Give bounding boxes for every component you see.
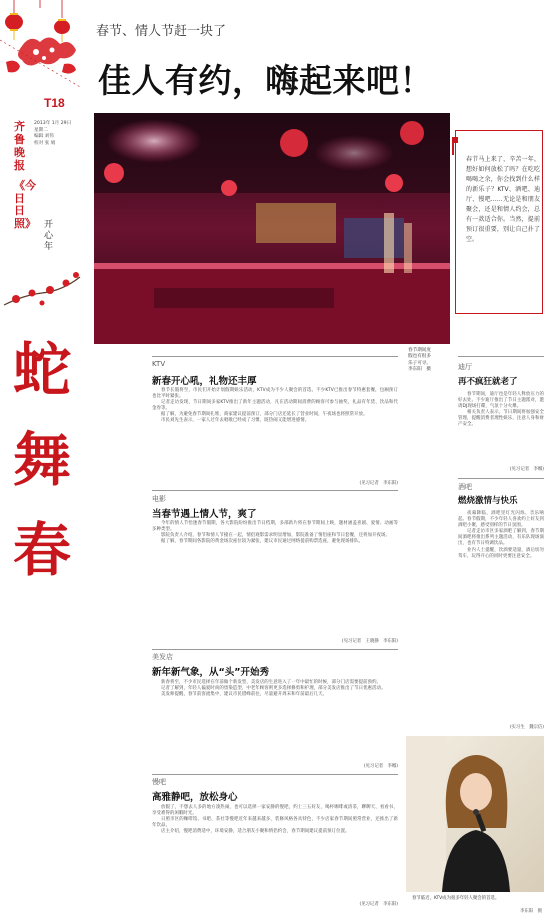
page-meta xyxy=(34,121,71,147)
divider xyxy=(458,356,544,357)
divider xyxy=(152,774,398,775)
slowbar-heading: 高雅静吧，放松身心 xyxy=(152,792,238,803)
paragraph: 记者了解到，年轻人偏爱时尚的烫染造型，中老年顾客则更多选择修剪和护理，部分美发店推出了节日优惠活动。 xyxy=(161,686,386,692)
slowbar-body xyxy=(152,805,398,835)
calligraphy-char: 舞 xyxy=(12,426,71,494)
salon-heading: 新年新气象，从“头”开始秀 xyxy=(152,667,269,678)
photo-caption xyxy=(408,348,431,374)
newspaper-name: 齐鲁晚报 xyxy=(14,120,25,172)
singing-woman-photo xyxy=(406,736,544,892)
divider xyxy=(152,649,398,650)
paragraph: 据了解，春节期间各影院的黄金场次座位较为紧张，建议市民通过网络提前购票选座，避免现场排队。 xyxy=(161,539,364,545)
paragraph: 记者走访发现，节日期间多家KTV推出了新年主题活动，凡在活动期间消费的顾客可参与抽奖，礼品有年货、饮品和代金券等。 xyxy=(152,400,398,412)
plum-blossom-icon xyxy=(2,265,82,315)
editor-credit: 编辑 刘伟 xyxy=(34,134,54,140)
paragraph: 业内人士提醒，饮酒要适量，酒后切勿驾车，玩得开心的同时更要注意安全。 xyxy=(458,547,544,559)
slowbar-section-tag: 慢吧 xyxy=(152,778,166,786)
bar-section-tag: 酒吧 xyxy=(458,483,472,491)
disco-heading: 再不疯狂就老了 xyxy=(458,377,518,387)
bar-heading: 燃烧激情与快乐 xyxy=(458,496,518,506)
lantern-decoration-icon xyxy=(0,0,82,95)
photo-caption-line: 乐子可寻。 xyxy=(408,360,431,366)
paragraph: 据了解，为避免春节期间扎堆，商家建议提前预订，部分门店还延长了营业时间，午夜场也将照常开放。 xyxy=(161,412,368,418)
bar-body xyxy=(458,511,544,560)
movie-byline: (见习记者 王晓静 李东阳) xyxy=(341,639,398,644)
issue-weekday: 星期二 xyxy=(34,127,48,133)
column-name: 《今日日照》 xyxy=(14,179,36,230)
paragraph: 春节期间，迪厅也是年轻人释放压力的好去处。不少迪厅推出了节日主题派对，邀请DJ现场打碟，气氛十分火爆。 xyxy=(458,392,544,410)
bottom-photo-caption: 春节临近，KTV成为很多年轻人聚会的首选。 xyxy=(412,896,500,901)
calligraphy-char: 蛇 xyxy=(12,336,71,404)
ktv-heading: 新春开心吼，礼物还丰厚 xyxy=(152,376,257,387)
paragraph: 放假了，不想去人多的地方凑热闹，也可以选择一家安静的慢吧，约上三五好友，喝杯咖啡或清茶，聊聊天、看看书，享受难得的闲暇时光。 xyxy=(152,805,398,817)
salon-byline: (见习记者 李娜) xyxy=(363,764,398,769)
paragraph: 影院负责人介绍，春节和情人节撞在一起，情侣观影需求明显增加，影院准备了情侣座和节日套餐，还将加开夜场。 xyxy=(161,533,391,539)
issue-date: 2013年 1月 29日 xyxy=(34,121,72,126)
disco-section-tag: 迪厅 xyxy=(458,363,472,371)
disco-body xyxy=(458,392,544,429)
paragraph: 新春将至，不少市民选择在年前做个新发型，美发店的生意进入了一年中最忙的时候，部分门店需要提前预约。 xyxy=(161,680,382,685)
ktv-section-tag: KTV xyxy=(152,360,166,368)
divider xyxy=(458,478,544,479)
paragraph: 市民刘先生表示，一家人过年去唱歌已经成了习惯，既热闹又能增进感情。 xyxy=(161,418,310,424)
bottom-photo-credit: 李东阳 摄 xyxy=(520,909,542,914)
divider xyxy=(152,356,398,357)
quote-mark-icon xyxy=(450,135,460,157)
movie-heading: 当春节遇上情人节，爽了 xyxy=(152,509,257,520)
paragraph: 美发师提醒，春节前客流集中，建议市民错峰前往，尽量避开周末和年前最后几天。 xyxy=(161,692,328,698)
paragraph: 夜幕降临，酒吧里灯光闪烁、音乐响起。春节假期，不少年轻人喜欢约上好友到酒吧小聚，感受别样的节日氛围。 xyxy=(458,511,544,529)
sidebar xyxy=(0,0,82,924)
headline-subtitle: 春节、情人节赶一块了 xyxy=(96,24,227,39)
paragraph: 日照市区的咖啡馆、书吧、茶社等慢吧近年来越来越多，装修风格各具特色，不少店家春节期间照常营业，还推出了新年饮品。 xyxy=(152,817,398,829)
movie-section-tag: 电影 xyxy=(152,495,166,503)
movie-body xyxy=(152,521,398,545)
headline-title: 佳人有约，嗨起来吧！ xyxy=(98,61,433,100)
page-number: T18 xyxy=(44,96,65,110)
ktv-body xyxy=(152,388,398,425)
salon-section-tag: 美发店 xyxy=(152,653,173,661)
paragraph: 相关负责人表示，节日期间将加强安全管理，提醒消费者理性娱乐，注意人身和财产安全。 xyxy=(458,410,544,428)
photo-credit: 李东阳 摄 xyxy=(408,367,431,373)
bar-byline: (实习生 魏宗信) xyxy=(509,725,544,730)
intro-box xyxy=(455,130,543,314)
disco-byline: (见习记者 李娜) xyxy=(509,467,544,472)
photo-caption-line: 春节期间度 xyxy=(408,348,431,353)
paragraph: 今年的情人节恰逢春节假期，各大影院纷纷推出节日档期，多部新片将在春节期间上映，题材涵盖喜剧、爱情、动画等多种类型。 xyxy=(152,521,398,533)
calligraphy-char: 春 xyxy=(12,516,71,584)
ktv-byline: (见习记者 李东阳) xyxy=(359,481,398,486)
paragraph: 记者走访市区多家酒吧了解到，春节期间酒吧将推出系列主题活动，有乐队现场演出，也有节日特调饮品。 xyxy=(458,529,544,547)
proofreader-credit: 校对 张 娟 xyxy=(34,140,56,146)
paragraph: 春节长假将至，市民们开始计划假期娱乐活动，KTV成为不少人聚会的首选。不少KTV已推出春节特惠套餐，包厢预订也比平时紧张。 xyxy=(152,388,398,400)
snake-dance-spring-calligraphy xyxy=(6,325,78,595)
divider xyxy=(152,490,398,491)
ktv-room-photo xyxy=(94,113,450,344)
slowbar-byline: (见习记者 李东阳) xyxy=(359,902,398,907)
salon-body xyxy=(152,680,398,698)
photo-caption-line: 假也有很多 xyxy=(408,354,431,360)
paragraph: 店主介绍，慢吧消费适中，环境安静，适合朋友小聚和情侣约会，春节期间建议提前预订位置。 xyxy=(161,829,350,835)
intro-text: 春节马上来了，辛苦一年，想好如何放松了吗？在吃吃喝喝之余，你会找到什么样的新乐子？KTV、酒吧、迪厅、慢吧……无论是和朋友聚会，还是和情人约会，总有一款适合你。当然，提前预订很重要，别让自己扑了空。 xyxy=(466,156,540,243)
section-label: 开心年 xyxy=(44,220,54,252)
